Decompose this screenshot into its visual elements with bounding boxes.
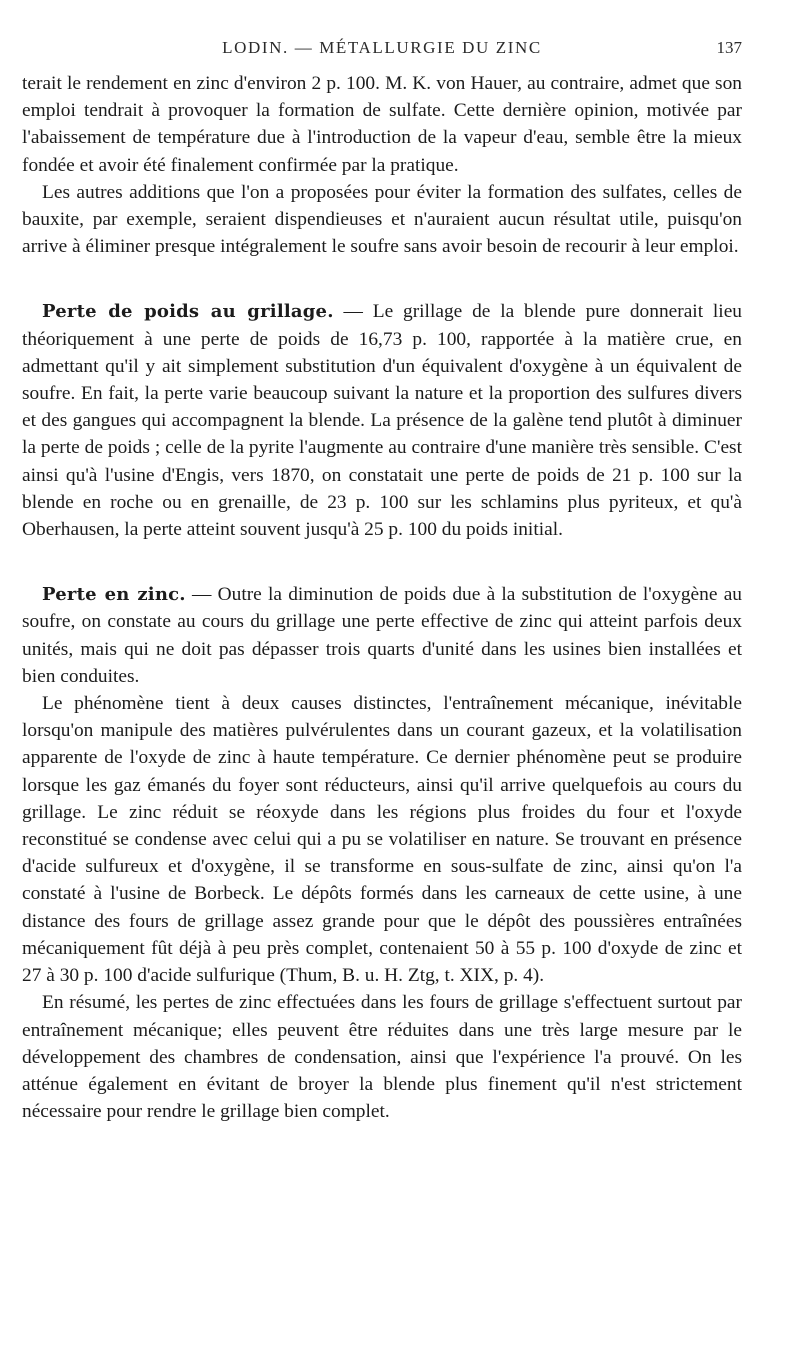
- section-weight-loss: [22, 298, 742, 543]
- section-zinc-loss: [22, 581, 742, 690]
- section-heading-zinc-loss: Perte en zinc.: [42, 584, 186, 606]
- body-text: [22, 70, 742, 1125]
- section-heading-weight-loss: Perte de poids au grillage.: [42, 301, 334, 323]
- section-text-zinc-loss: — Outre la diminution de poids due à la substitution de l'oxygène au soufre, on constate au cours du grillage une perte effective de zinc qui atteint parfois deux unités, mais qui ne doit pas dépasser trois quarts d'unité dans les usines bien installées et bien conduites.: [22, 584, 742, 687]
- paragraph-phenomenon: Le phénomène tient à deux causes distinctes, l'entraînement mécanique, inévitable lorsqu'on manipule des matières pulvérulentes dans un courant gazeux, et la volatilisation apparente de l'oxyde de zinc à haute température. Ce dernier phénomène peut se produire lorsque les gaz émanés du foyer sont réducteurs, ainsi qu'il arrive quelquefois au cours du grillage. Le zinc réduit se réoxyde dans les régions plus froides du four et l'oxyde reconstitué se condense avec celui qui a pu se volatiliser en nature. Se trouvant en présence d'acide sulfureux et d'oxygène, il se transforme en sous-sulfate de zinc, ainsi qu'on l'a constaté à l'usine de Borbeck. Le dépôts formés dans les carneaux de cette usine, à une distance des fours de grillage assez grande pour que le dépôt des poussières entraînées mécaniquement fût déjà à peu près complet, contenaient 50 à 55 p. 100 d'oxyde de zinc et 27 à 30 p. 100 d'acide sulfurique (Thum, B. u. H. Ztg, t. XIX, p. 4).: [22, 693, 742, 987]
- page-number: 137: [716, 38, 742, 57]
- running-title: LODIN. — MÉTALLURGIE DU ZINC: [222, 38, 542, 57]
- paragraph-continuation: terait le rendement en zinc d'environ 2 p. 100. M. K. von Hauer, au contraire, admet que son emploi tendrait à provoquer la formation de sulfate. Cette dernière opinion, motivée par l'abaissement de température due à l'introduction de la vapeur d'eau, semble être la mieux fondée et avoir été finalement confirmée par la pratique.: [22, 73, 742, 176]
- paragraph-summary: En résumé, les pertes de zinc effectuées dans les fours de grillage s'effectuent surtout par entraînement mécanique; elles peuvent être réduites dans une très large mesure par le développement des chambres de condensation, ainsi que l'expérience l'a prouvé. On les atténue également en évitant de broyer la blende plus finement qu'il n'est strictement nécessaire pour rendre le grillage bien complet.: [22, 992, 742, 1123]
- paragraph-additions: Les autres additions que l'on a proposées pour éviter la formation des sulfates, celles de bauxite, par exemple, seraient dispendieuses et n'auraient aucun résultat utile, puisqu'on arrive à éliminer presque intégralement le soufre sans avoir besoin de recourir à leur emploi.: [22, 181, 742, 258]
- section-text-weight-loss: — Le grillage de la blende pure donnerait lieu théoriquement à une perte de poids de 16,73 p. 100, rapportée à la matière crue, en admettant qu'il y ait simplement substitution d'un équivalent d'oxygène à un équivalent de soufre. En fait, la perte varie beaucoup suivant la nature et la proportion des sulfures divers et des gangues qui accompagnent la blende. La présence de la galène tend plutôt à diminuer la perte de poids ; celle de la pyrite l'augmente au contraire d'une manière très sensible. C'est ainsi qu'à l'usine d'Engis, vers 1870, on constatait une perte de poids de 21 p. 100 sur la blende en roche ou en grenaille, de 23 p. 100 sur les schlamins plus pyriteux, et qu'à Oberhausen, la perte atteint souvent jusqu'à 25 p. 100 du poids initial.: [22, 301, 742, 541]
- running-header: [22, 38, 742, 68]
